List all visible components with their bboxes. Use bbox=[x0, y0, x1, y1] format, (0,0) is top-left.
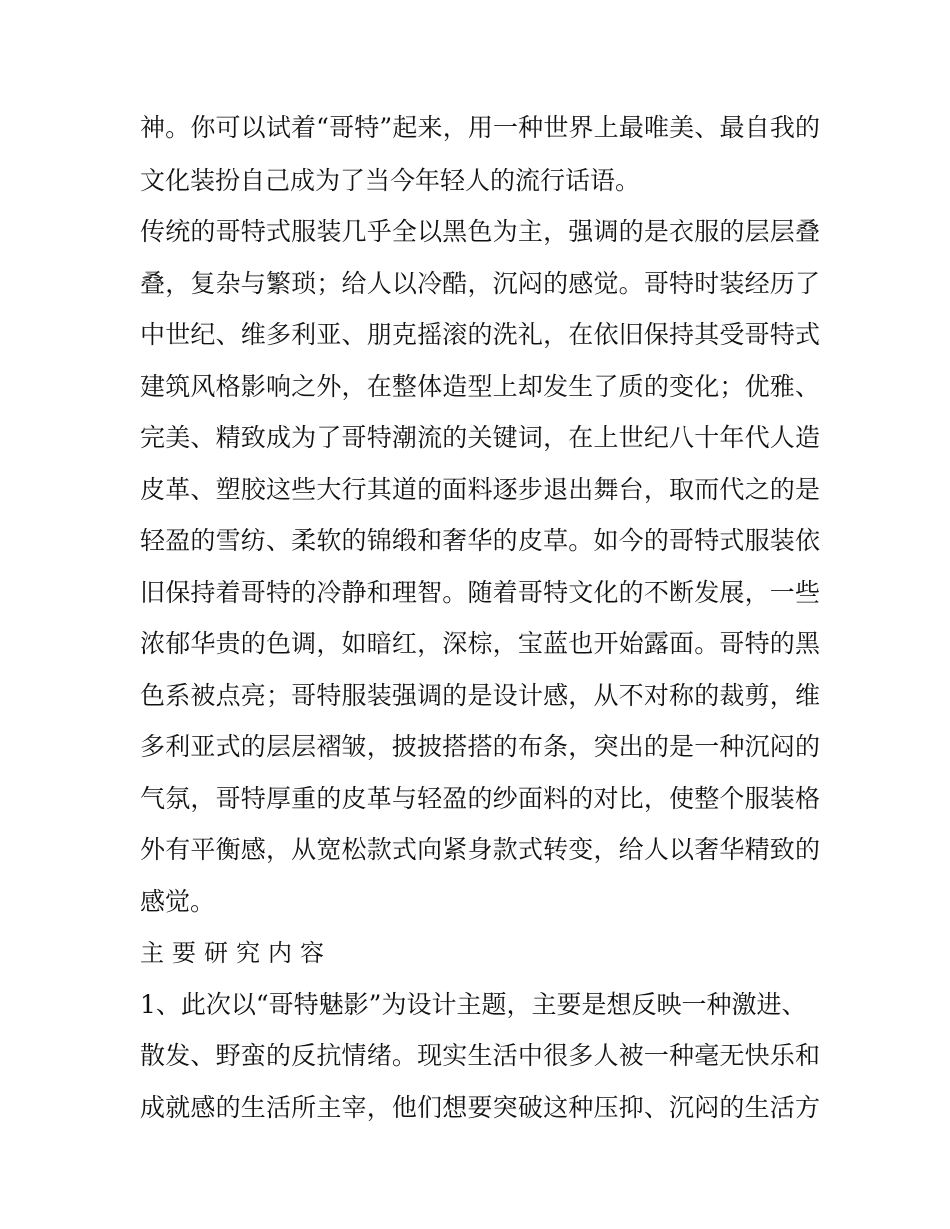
text-line: 中世纪、维多利亚、朋克摇滚的洗礼，在依旧保持其受哥特式 bbox=[140, 320, 820, 349]
text-line: 外有平衡感，从宽松款式向紧身款式转变，给人以奢华精致的 bbox=[140, 835, 820, 864]
text-line: 皮革、塑胶这些大行其道的面料逐步退出舞台，取而代之的是 bbox=[140, 475, 820, 504]
text-line: 叠，复杂与繁琐；给人以冷酷，沉闷的感觉。哥特时装经历了 bbox=[140, 269, 820, 298]
text-line: 浓郁华贵的色调，如暗红，深棕，宝蓝也开始露面。哥特的黑 bbox=[140, 629, 820, 658]
text-line: 轻盈的雪纺、柔软的锦缎和奢华的皮草。如今的哥特式服装依 bbox=[140, 526, 820, 555]
section-heading: 主要研究内容 bbox=[140, 939, 332, 967]
text-line: 成就感的生活所主宰，他们想要突破这种压抑、沉闷的生活方 bbox=[140, 1093, 820, 1122]
text-line: 文化装扮自己成为了当今年轻人的流行话语。 bbox=[140, 166, 641, 195]
text-line: 建筑风格影响之外，在整体造型上却发生了质的变化；优雅、 bbox=[140, 372, 820, 401]
text-line: 旧保持着哥特的冷静和理智。随着哥特文化的不断发展，一些 bbox=[140, 578, 820, 607]
text-line: 气氛，哥特厚重的皮革与轻盈的纱面料的对比，使整个服装格 bbox=[140, 784, 820, 813]
text-line: 散发、野蛮的反抗情绪。现实生活中很多人被一种毫无快乐和 bbox=[140, 1041, 820, 1070]
text-line: 1、此次以“哥特魅影”为设计主题，主要是想反映一种激进、 bbox=[140, 990, 807, 1019]
text-line: 完美、精致成为了哥特潮流的关键词，在上世纪八十年代人造 bbox=[140, 423, 820, 452]
text-line: 色系被点亮；哥特服装强调的是设计感，从不对称的裁剪，维 bbox=[140, 681, 820, 710]
text-line: 多利亚式的层层褶皱，披披搭搭的布条，突出的是一种沉闷的 bbox=[140, 732, 820, 761]
text-line: 传统的哥特式服装几乎全以黑色为主，强调的是衣服的层层叠 bbox=[140, 217, 820, 246]
text-line: 感觉。 bbox=[140, 887, 216, 916]
text-line: 神。你可以试着“哥特”起来，用一种世界上最唯美、最自我的 bbox=[140, 113, 820, 142]
